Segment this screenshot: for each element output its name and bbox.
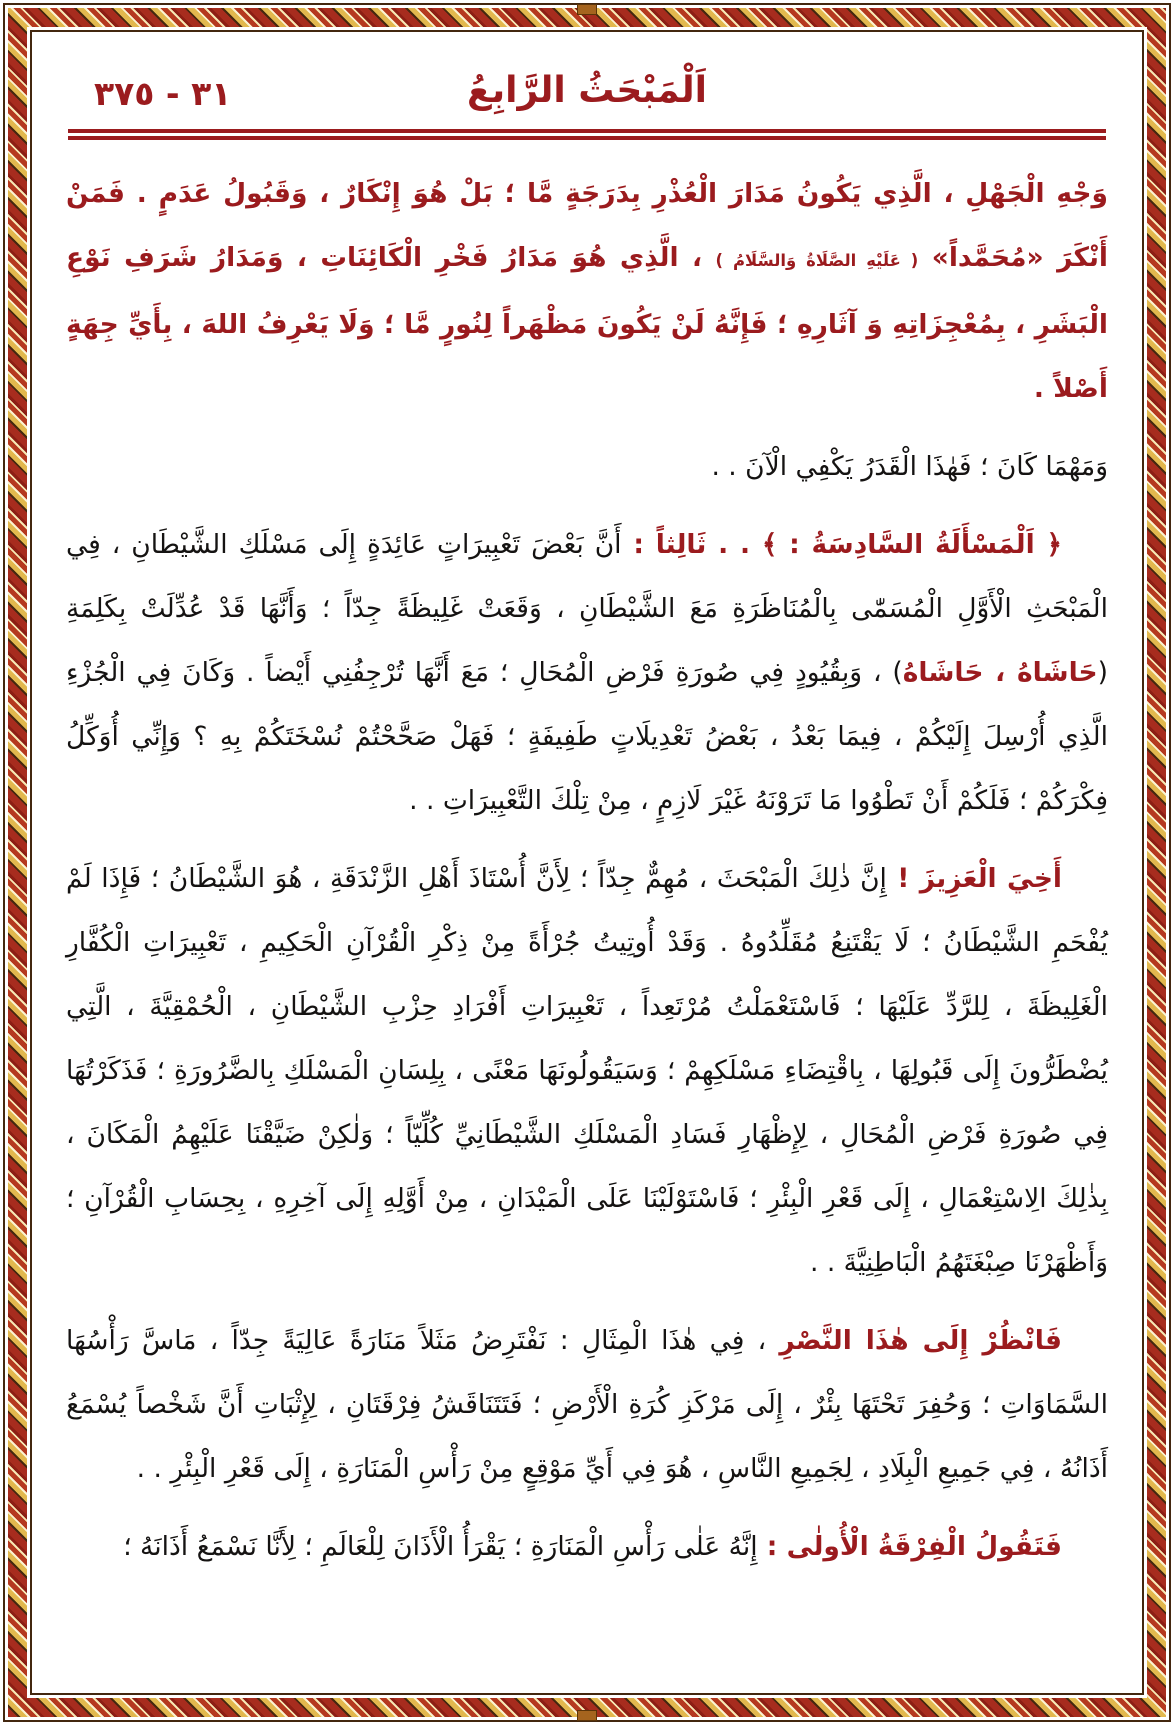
paragraph-first-group-says	[66, 1515, 1108, 1579]
text-segment: إِنَّهُ عَلٰى رَأْسِ الْمَنَارَةِ ؛ يَقْرَأُ الْأَذَانَ لِلْعَالَمِ ؛ لِأَنَّا نَسْمَعُ أَذَانَهُ ؛	[123, 1531, 758, 1562]
lead-in-dear-brother: أَخِيَ الْعَزِيزَ !	[886, 863, 1063, 894]
text-segment: ، فِي هٰذَا الْمِثَالِ : نَفْتَرِضُ مَثَلاً مَنَارَةً عَالِيَةً جِدّاً ، مَاسَّ رَأْسُهَا السَّمَاوَاتِ ؛ وَحُفِرَ تَحْتَهَا بِئْرٌ ، إِلَى مَرْكَزِ كُرَةِ الْأَرْضِ ؛ فَتَتَنَاقَشُ فِرْقَتَانِ ، لِإِثْبَاتِ أَنَّ شَخْصاً يُسْمَعُ أَذَانُهُ ، فِي جَمِيعِ الْبِلَادِ ، لِجَمِيعِ النَّاسِ ، هُوَ فِي أَيِّ مَوْقِعٍ مِنْ رَأْسِ الْمَنَارَةِ ، إِلَى قَعْرِ الْبِئْرِ . .	[66, 1325, 1108, 1484]
lead-in-behold-victory: فَانْظُرْ إِلَى هٰذَا النَّصْرِ	[779, 1325, 1062, 1356]
bottom-center-ornament	[577, 1710, 597, 1721]
page-number: ٣١ - ٣٧٥	[94, 74, 232, 113]
paragraph-ignorance-denial	[66, 162, 1108, 421]
text-segment: وَمَهْمَا كَانَ ؛ فَهٰذَا الْقَدَرُ يَكْفِي الْآنَ . .	[711, 451, 1108, 482]
text-segment-red: وَجْهِ الْجَهْلِ ، الَّذِي يَكُونُ مَدَارَ الْعُذْرِ بِدَرَجَةٍ مَّا ؛ بَلْ هُوَ إِنْكَارٌ ، وَقَبُولُ عَدَمٍ . فَمَنْ أَنْكَرَ «مُحَمَّداً»	[66, 178, 1108, 273]
paragraph-minaret-example	[66, 1309, 1108, 1501]
text-segment-hashahu: حَاشَاهُ ، حَاشَاهُ	[902, 657, 1098, 688]
text-segment: أَنَّ بَعْضَ تَعْبِيرَاتٍ عَائِدَةٍ إِلَى مَسْلَكِ الشَّيْطَانِ ، فِي الْمَبْحَثِ الْأَوَّلِ الْمُسَمّٰى بِالْمُنَاظَرَةِ مَعَ الشَّيْطَانِ ، وَقَعَتْ غَلِيظَةً جِدّاً ؛ وَأَنَّهَا قَدْ عُدِّلَتْ بِكَلِمَةِ (	[66, 529, 1108, 688]
paragraph-this-suffices-now	[66, 435, 1108, 499]
section-heading-sixth-issue: ﴿ اَلْمَسْأَلَةُ السَّادِسَةُ : ﴾	[761, 529, 1063, 560]
body-text	[66, 162, 1108, 1579]
text-segment: ) ، وَبِقُيُودٍ فِي صُورَةِ فَرْضِ الْمُحَالِ ؛ مَعَ أَنَّهَا تُرْجِفُنِي أَيْضاً . وَكَانَ فِي الْجُزْءِ الَّذِي أُرْسِلَ إِلَيْكُمْ ، فِيمَا بَعْدُ ، بَعْضُ تَعْدِيلَاتٍ طَفِيفَةٍ ؛ فَهَلْ صَحَّحْتُمْ نُسْخَتَكُمْ بِهِ ؟ وَإِنِّي أُوَكِّلُ فِكْرَكُمْ ؛ فَلَكُمْ أَنْ تَطْوُوا مَا تَرَوْنَهُ غَيْرَ لَازِمٍ ، مِنْ تِلْكَ التَّعْبِيرَاتِ . .	[66, 657, 1108, 816]
text-segment-red: ، الَّذِي هُوَ مَدَارُ فَخْرِ الْكَائِنَاتِ ، وَمَدَارُ شَرَفِ نَوْعِ الْبَشَرِ ، بِمُعْجِزَاتِهِ وَ آثَارِهِ ؛ فَإِنَّهُ لَنْ يَكُونَ مَظْهَراً لِنُورٍ مَّا ؛ وَلَا يَعْرِفُ اللهَ ، بِأَيِّ جِهَةٍ أَصْلاً .	[66, 242, 1108, 404]
top-center-ornament	[577, 4, 597, 15]
text-segment-dots: . .	[706, 529, 762, 560]
page-content	[66, 44, 1108, 1675]
header-double-rule	[68, 129, 1106, 140]
lead-in-first-group: فَتَقُولُ الْفِرْقَةُ الْأُولٰى :	[757, 1531, 1062, 1562]
paragraph-sixth-issue	[66, 513, 1108, 833]
prophet-blessing-seal: ( عَلَيْهِ الصَّلَاةُ وَالسَّلَامُ )	[715, 251, 919, 270]
paragraph-dear-brother	[66, 847, 1108, 1295]
text-segment: إِنَّ ذٰلِكَ الْمَبْحَثَ ، مُهِمٌّ جِدّاً ؛ لِأَنَّ أُسْتَاذَ أَهْلِ الزَّنْدَقَةِ ، هُوَ الشَّيْطَانُ ؛ فَإِذَا لَمْ يُفْحَمِ الشَّيْطَانُ ؛ لَا يَقْتَنِعُ مُقَلِّدُوهُ . وَقَدْ أُوتِيتُ جُرْأَةً مِنْ ذِكْرِ الْقُرْآنِ الْحَكِيمِ ، تَعْبِيرَاتِ الْكُفَّارِ الْغَلِيظَةَ ، لِلرَّدِّ عَلَيْهَا ؛ فَاسْتَعْمَلْتُ مُرْتَعِداً ، تَعْبِيرَاتِ أَفْرَادِ حِزْبِ الشَّيْطَانِ ، الْحُمْقِيَّةَ ، الَّتِي يُضْطَرُّونَ إِلَى قَبُولِهَا ، بِاقْتِضَاءِ مَسْلَكِهِمْ ؛ وَسَيَقُولُونَهَا مَعْنًى ، بِلِسَانِ الْمَسْلَكِ بِالضَّرُورَةِ ؛ فَذَكَرْتُهَا فِي صُورَةِ فَرْضِ الْمُحَالِ ، لِإِظْهَارِ فَسَادِ الْمَسْلَكِ الشَّيْطَانِيِّ كُلِّيّاً ؛ وَلٰكِنْ ضَيَّقْنَا عَلَيْهِمُ الْمَكَانَ ، بِذٰلِكَ الِاسْتِعْمَالِ ، إِلَى قَعْرِ الْبِئْرِ ؛ فَاسْتَوْلَيْنَا عَلَى الْمَيْدَانِ ، مِنْ أَوَّلِهِ إِلَى آخِرِهِ ، بِحِسَابِ الْقُرْآنِ ؛ وَأَظْهَرْنَا صِبْغَتَهُمُ الْبَاطِنِيَّةَ . .	[66, 863, 1108, 1278]
page-title: اَلْمَبْحَثُ الرَّابِعُ	[467, 70, 707, 111]
text-segment-thirdly: ثَالِثاً :	[621, 529, 707, 560]
